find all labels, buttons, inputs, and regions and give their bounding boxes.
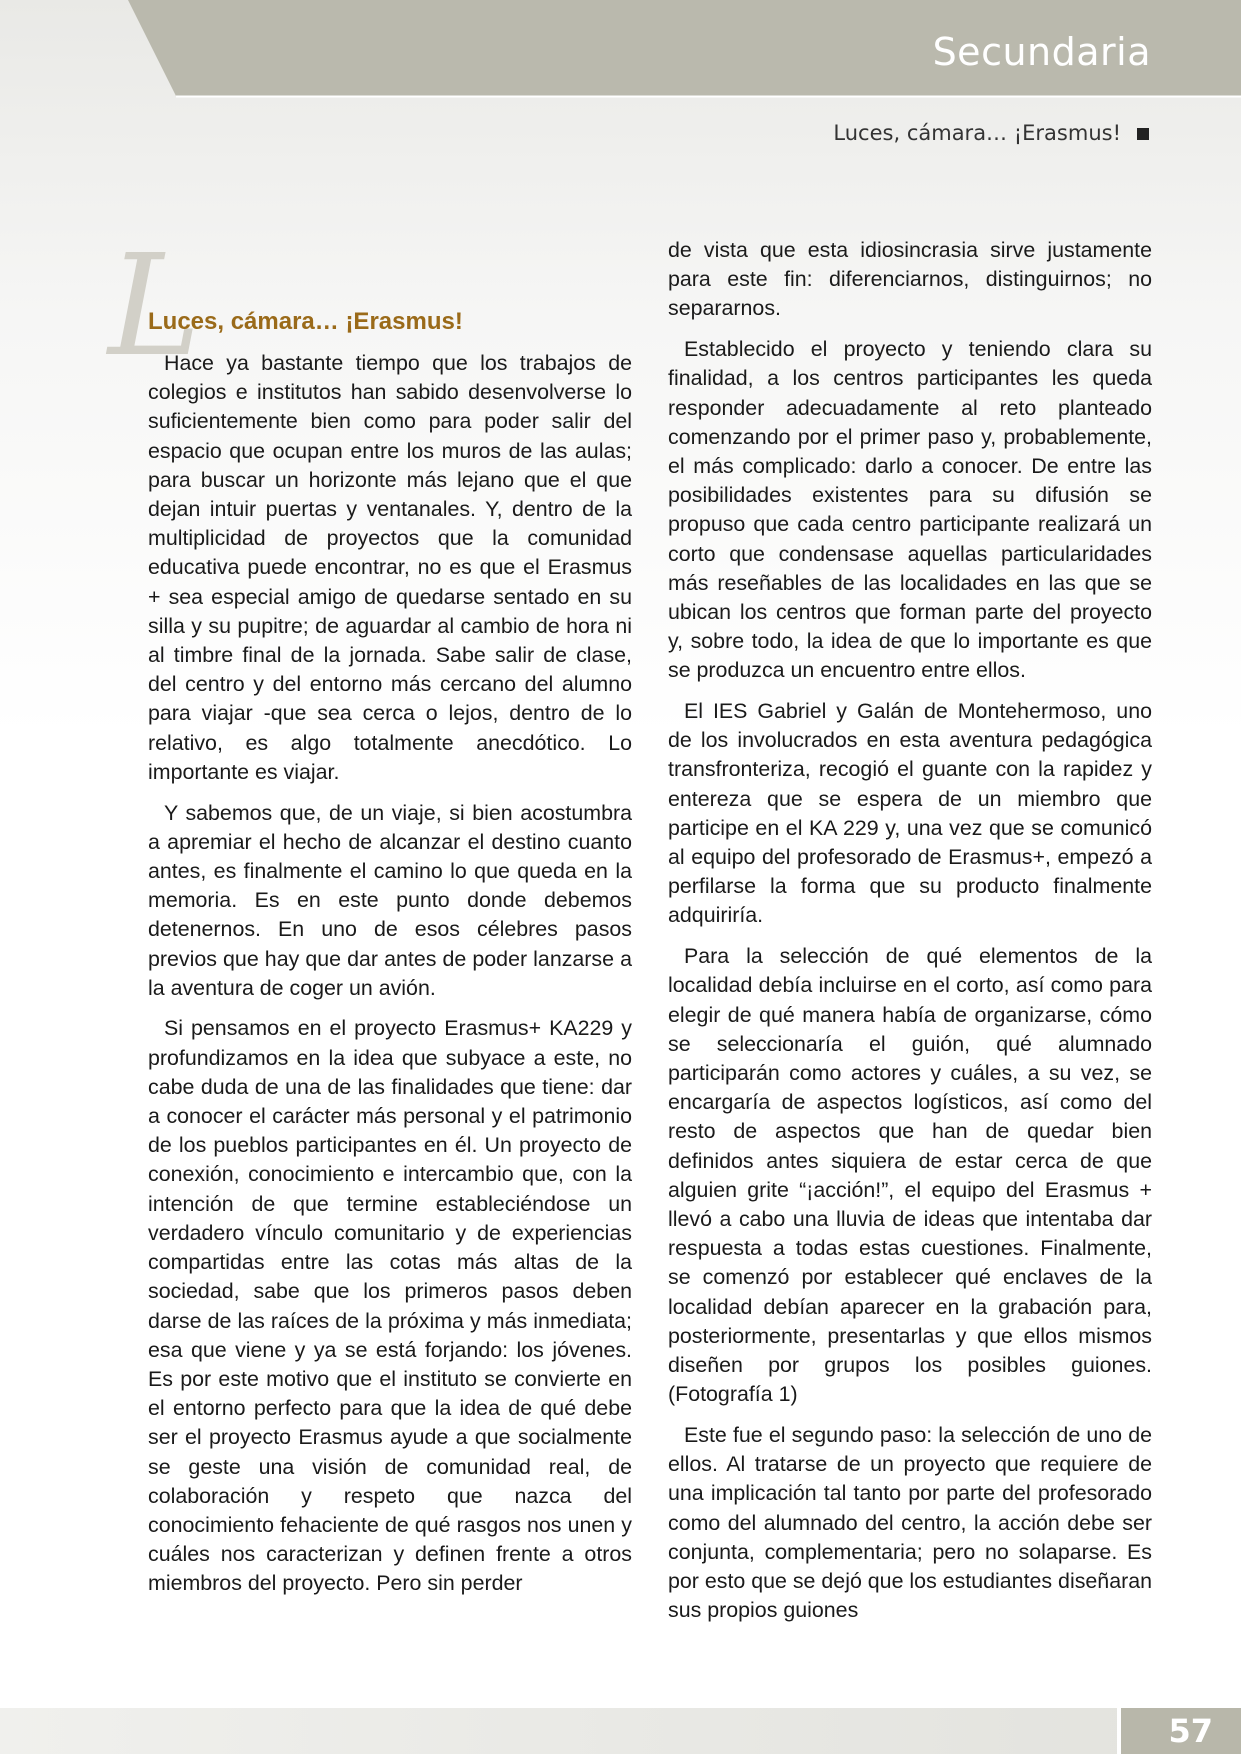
paragraph: Y sabemos que, de un viaje, si bien acostumbra a apremiar el hecho de alcanzar el destino cuanto antes, es finalmente el camino lo que queda en la memoria. Es en este punto donde debemos detenernos. En uno de esos célebres pasos previos que hay que dar antes de poder lanzarse a la aventura de coger un avión. [148, 800, 632, 1000]
section-title: Secundaria [932, 30, 1151, 74]
running-head: Luces, cámara… ¡Erasmus! [833, 121, 1121, 145]
paragraph: Si pensamos en el proyecto Erasmus+ KA229 y profundizamos en la idea que subyace a este, no cabe duda de una de las finalidades que tiene: dar a conocer el carácter más personal y el patrimonio de los pueblos participantes en él. Un proyecto de conexión, conocimiento e intercambio que, con la intención de que termine estableciéndose un verdadero vínculo comunitario y de experiencias compartidas entre las cotas más altas de la sociedad, sabe que los primeros pasos deben darse de las raíces de la próxima y más inmediata; esa que viene y ya se está forjando: los jóvenes. Es por este motivo que el instituto se convierte en el entorno perfecto para que la idea de qué debe ser el proyecto Erasmus ayude a que socialmente se geste una visión de comunidad real, de colaboración y respeto que nazca del conocimiento fehaciente de qué rasgos nos unen y cuáles nos caracterizan y definen frente a otros miembros del proyecto. Pero sin perder [148, 1016, 632, 1596]
paragraph: Establecido el proyecto y teniendo clara su finalidad, a los centros participantes les queda responder adecuadamente al reto planteado comenzando por el primer paso y, probablemente, el más complicado: darlo a conocer. De entre las posibilidades existentes para su difusión se propuso que cada centro participante realizará un corto que condensase aquellas particularidades más reseñables de las localidades en las que se ubican los centros que forman parte del proyecto y, sobre todo, la idea de que lo importante es que se produzca un encuentro entre ellos. [668, 337, 1152, 683]
paragraph: Hace ya bastante tiempo que los trabajos de colegios e institutos han sabido desenvolverse lo suficientemente bien como para poder salir del espacio que ocupan entre los muros de las aulas; para buscar un horizonte más lejano que el que dejan intuir puertas y ventanales. Y, dentro de la multiplicidad de proyectos que la comunidad educativa puede encontrar, no es que el Erasmus + sea especial amigo de quedarse sentado en su silla y su pupitre; de aguardar al cambio de hora ni al timbre final de la jornada. Sabe salir de clase, del centro y del entorno más cercano del alumno para viajar -que sea cerca o lejos, dentro de lo relativo, es algo totalmente anecdótico. Lo importante es viajar. [148, 351, 632, 784]
footer-band [0, 1708, 1241, 1754]
paragraph: Este fue el segundo paso: la selección de uno de ellos. Al tratarse de un proyecto que requiere de una implicación tal tanto por parte del profesorado como del alumnado del centro, la acción debe ser conjunta, complementaria; pero no solaparse. Es por esto que se dejó que los estudiantes diseñaran sus propios guiones [668, 1422, 1153, 1623]
left-column [148, 349, 632, 1610]
page-number: 57 [1168, 1712, 1213, 1750]
paragraph: Para la selección de qué elementos de la localidad debía incluirse en el corto, así como para elegir de qué manera había de organizarse, cómo se seleccionaría el guión, qué alumnado participarán como actores y cuáles, a su vez, se encargaría de aspectos logísticos, así como del resto de aspectos que han de quedar bien definidos antes siquiera de estar cerca de que alguien grite “¡acción!”, el equipo del Erasmus + llevó a cabo una lluvia de ideas que intentaba dar respuesta a todas estas cuestiones. Finalmente, se comenzó por establecer qué enclaves de la localidad debían aparecer en la grabación para, posteriormente, presentarlas y que ellos mismos diseñen por grupos los posibles guiones. (Fotografía 1) [668, 944, 1152, 1407]
right-column [668, 236, 1152, 1637]
article-title: Luces, cámara… ¡Erasmus! [148, 308, 463, 335]
running-head-square-icon [1137, 128, 1149, 140]
paragraph: de vista que esta idiosincrasia sirve justamente para este fin: diferenciarnos, distinguirnos; no separarnos. [668, 238, 1152, 321]
decorative-initial: L [108, 225, 201, 388]
paragraph: El IES Gabriel y Galán de Montehermoso, uno de los involucrados en esta aventura pedagógica transfronteriza, recogió el guante con la rapidez y entereza que se espera de un miembro que participe en el KA 229 y, una vez que se comunicó al equipo del profesorado de Erasmus+, empezó a perfilarse la forma que su producto finalmente adquiriría. [668, 699, 1152, 928]
